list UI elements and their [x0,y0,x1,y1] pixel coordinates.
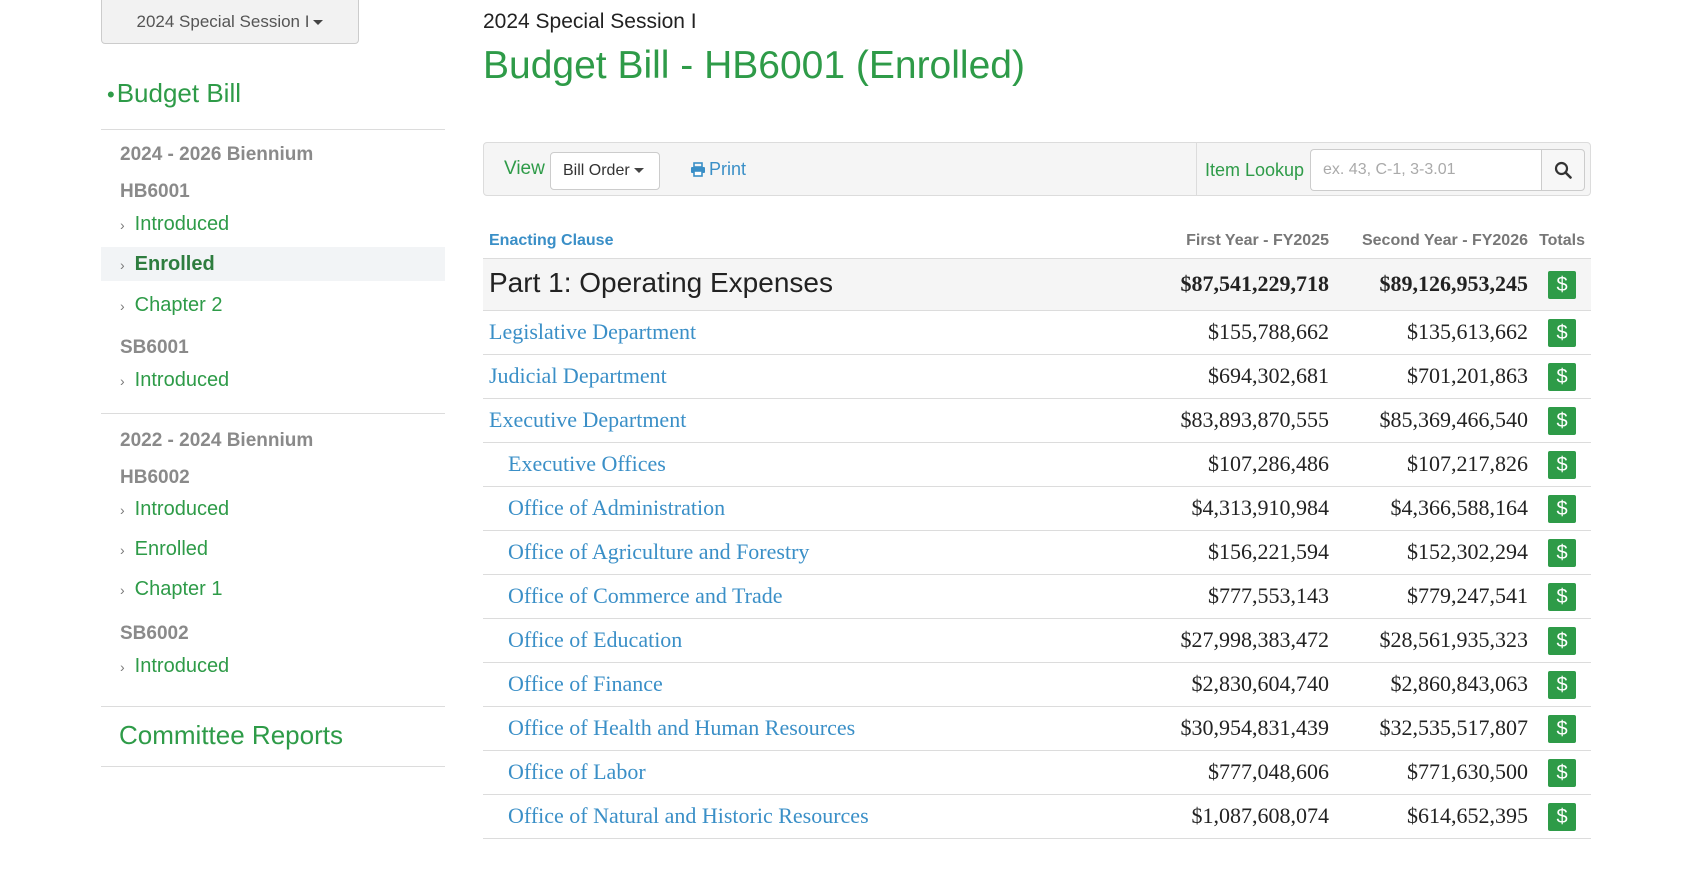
department-link[interactable]: Office of Health and Human Resources [508,715,856,740]
chevron-right-icon: › [120,217,125,233]
link-label: Enrolled [134,253,215,275]
divider [101,129,445,130]
fy2026-amount: $771,630,500 [1407,759,1528,784]
fy2025-amount: $87,541,229,718 [1180,271,1329,296]
view-label: View [504,158,545,179]
sidebar-link-sb6002-introduced[interactable] [120,655,229,678]
dollar-icon[interactable]: $ [1548,271,1576,299]
session-selector-button[interactable] [101,0,359,44]
bill-heading-hb6002: HB6002 [120,467,190,488]
department-link[interactable]: Judicial Department [489,363,667,388]
fy2026-amount: $779,247,541 [1407,583,1528,608]
link-label: Chapter 2 [134,294,223,316]
dollar-icon[interactable]: $ [1548,539,1576,567]
page-title: Budget Bill - HB6001 (Enrolled) [483,44,1025,87]
divider [1196,143,1197,195]
totals-header: Totals [1539,232,1585,249]
fy2026-amount: $28,561,935,323 [1379,627,1528,652]
bill-heading-hb6001: HB6001 [120,181,190,202]
table-row [483,355,1591,399]
table-row [483,311,1591,355]
session-label: 2024 Special Session I [483,10,697,33]
chevron-right-icon: › [120,502,125,518]
chevron-right-icon: › [120,298,125,314]
fy2025-amount: $107,286,486 [1208,451,1329,476]
fy2026-amount: $32,535,517,807 [1379,715,1528,740]
fy2026-amount: $85,369,466,540 [1379,407,1528,432]
fy2025-amount: $4,313,910,984 [1191,495,1329,520]
sidebar-link-hb6002-enrolled[interactable] [120,538,208,561]
item-lookup-input[interactable] [1310,149,1541,191]
divider [101,413,445,414]
link-label: Introduced [134,369,230,391]
second-year-header: Second Year - FY2026 [1361,232,1528,249]
link-label: Chapter 1 [134,578,223,600]
fy2025-amount: $30,954,831,439 [1180,715,1329,740]
sidebar-link-hb6001-enrolled[interactable] [101,247,445,281]
fy2025-amount: $1,087,608,074 [1191,803,1329,828]
first-year-header: First Year - FY2025 [1186,232,1329,249]
fy2026-amount: $614,652,395 [1407,803,1528,828]
sidebar-link-sb6001-introduced[interactable] [120,369,229,392]
search-icon [1554,161,1572,179]
table-section-row [483,259,1591,311]
sidebar-link-hb6001-introduced[interactable] [120,213,229,236]
session-selector-label: 2024 Special Session I [136,12,310,31]
sidebar-link-hb6001-chapter2[interactable] [120,294,223,317]
print-icon [690,162,706,177]
fy2026-amount: $89,126,953,245 [1379,271,1528,296]
department-link[interactable]: Executive Offices [508,451,666,476]
link-label: Introduced [134,213,230,235]
fy2026-amount: $701,201,863 [1407,363,1528,388]
print-label: Print [709,159,747,179]
department-link[interactable]: Office of Labor [508,759,646,784]
dollar-icon[interactable]: $ [1548,451,1576,479]
toolbar [483,142,1591,196]
table-row [483,531,1591,575]
table-row [483,575,1591,619]
table-row [483,751,1591,795]
department-link[interactable]: Office of Commerce and Trade [508,583,783,608]
table-row [483,399,1591,443]
fy2025-amount: $777,048,606 [1208,759,1329,784]
chevron-right-icon: › [120,542,125,558]
chevron-right-icon: › [120,659,125,675]
link-label: Introduced [134,498,230,520]
department-link[interactable]: Office of Natural and Historic Resources [508,803,869,828]
chevron-right-icon: › [120,582,125,598]
sidebar-link-hb6002-introduced[interactable] [120,498,229,521]
bullet-icon: • [107,82,115,107]
link-label: Enrolled [134,538,209,560]
fy2025-amount: $777,553,143 [1208,583,1329,608]
fy2026-amount: $107,217,826 [1407,451,1528,476]
dollar-icon[interactable]: $ [1548,319,1576,347]
budget-bill-heading[interactable] [107,78,241,109]
table-row [483,619,1591,663]
table-row [483,443,1591,487]
fy2025-amount: $83,893,870,555 [1180,407,1329,432]
caret-down-icon [634,168,644,173]
department-link[interactable]: Office of Education [508,627,683,652]
dollar-icon[interactable]: $ [1548,363,1576,391]
bill-heading-sb6001: SB6001 [120,337,189,358]
item-lookup-search-button[interactable] [1541,149,1585,191]
print-link[interactable] [690,159,746,180]
dollar-icon[interactable]: $ [1548,671,1576,699]
table-row [483,795,1591,839]
fy2025-amount: $694,302,681 [1208,363,1329,388]
sidebar-link-hb6002-chapter1[interactable] [120,578,223,601]
department-link[interactable]: Office of Administration [508,495,726,520]
fy2025-amount: $155,788,662 [1208,319,1329,344]
table-header [483,228,1591,259]
committee-reports-link[interactable]: Committee Reports [119,720,343,750]
divider [101,766,445,767]
department-link[interactable]: Executive Department [489,407,687,432]
department-link[interactable]: Legislative Department [489,319,697,344]
table-row [483,707,1591,751]
item-lookup-label: Item Lookup [1205,160,1305,180]
fy2026-amount: $4,366,588,164 [1390,495,1528,520]
dollar-icon[interactable]: $ [1548,759,1576,787]
table-row [483,663,1591,707]
bill-heading-sb6002: SB6002 [120,623,189,644]
link-label: Introduced [134,655,230,677]
fy2025-amount: $27,998,383,472 [1180,627,1329,652]
view-order-value: Bill Order [563,162,630,179]
fy2026-amount: $135,613,662 [1407,319,1528,344]
chevron-right-icon: › [120,257,125,273]
fy2026-amount: $152,302,294 [1407,539,1528,564]
fy2025-amount: $156,221,594 [1208,539,1329,564]
table-row [483,487,1591,531]
dollar-icon[interactable]: $ [1548,715,1576,743]
department-link[interactable]: Office of Finance [508,671,663,696]
dollar-icon[interactable]: $ [1548,407,1576,435]
department-link[interactable]: Office of Agriculture and Forestry [508,539,810,564]
dollar-icon[interactable]: $ [1548,583,1576,611]
budget-bill-label: Budget Bill [116,78,242,108]
section-title: Part 1: Operating Expenses [489,267,833,298]
biennium-heading: 2022 - 2024 Biennium [120,430,314,451]
chevron-right-icon: › [120,373,125,389]
fy2025-amount: $2,830,604,740 [1191,671,1329,696]
dollar-icon[interactable]: $ [1548,495,1576,523]
dollar-icon[interactable]: $ [1548,803,1576,831]
fy2026-amount: $2,860,843,063 [1390,671,1528,696]
enacting-clause-link[interactable]: Enacting Clause [489,232,614,249]
divider [101,706,445,707]
caret-down-icon [313,20,323,25]
biennium-heading: 2024 - 2026 Biennium [120,144,314,165]
view-order-dropdown[interactable] [550,152,660,190]
dollar-icon[interactable]: $ [1548,627,1576,655]
